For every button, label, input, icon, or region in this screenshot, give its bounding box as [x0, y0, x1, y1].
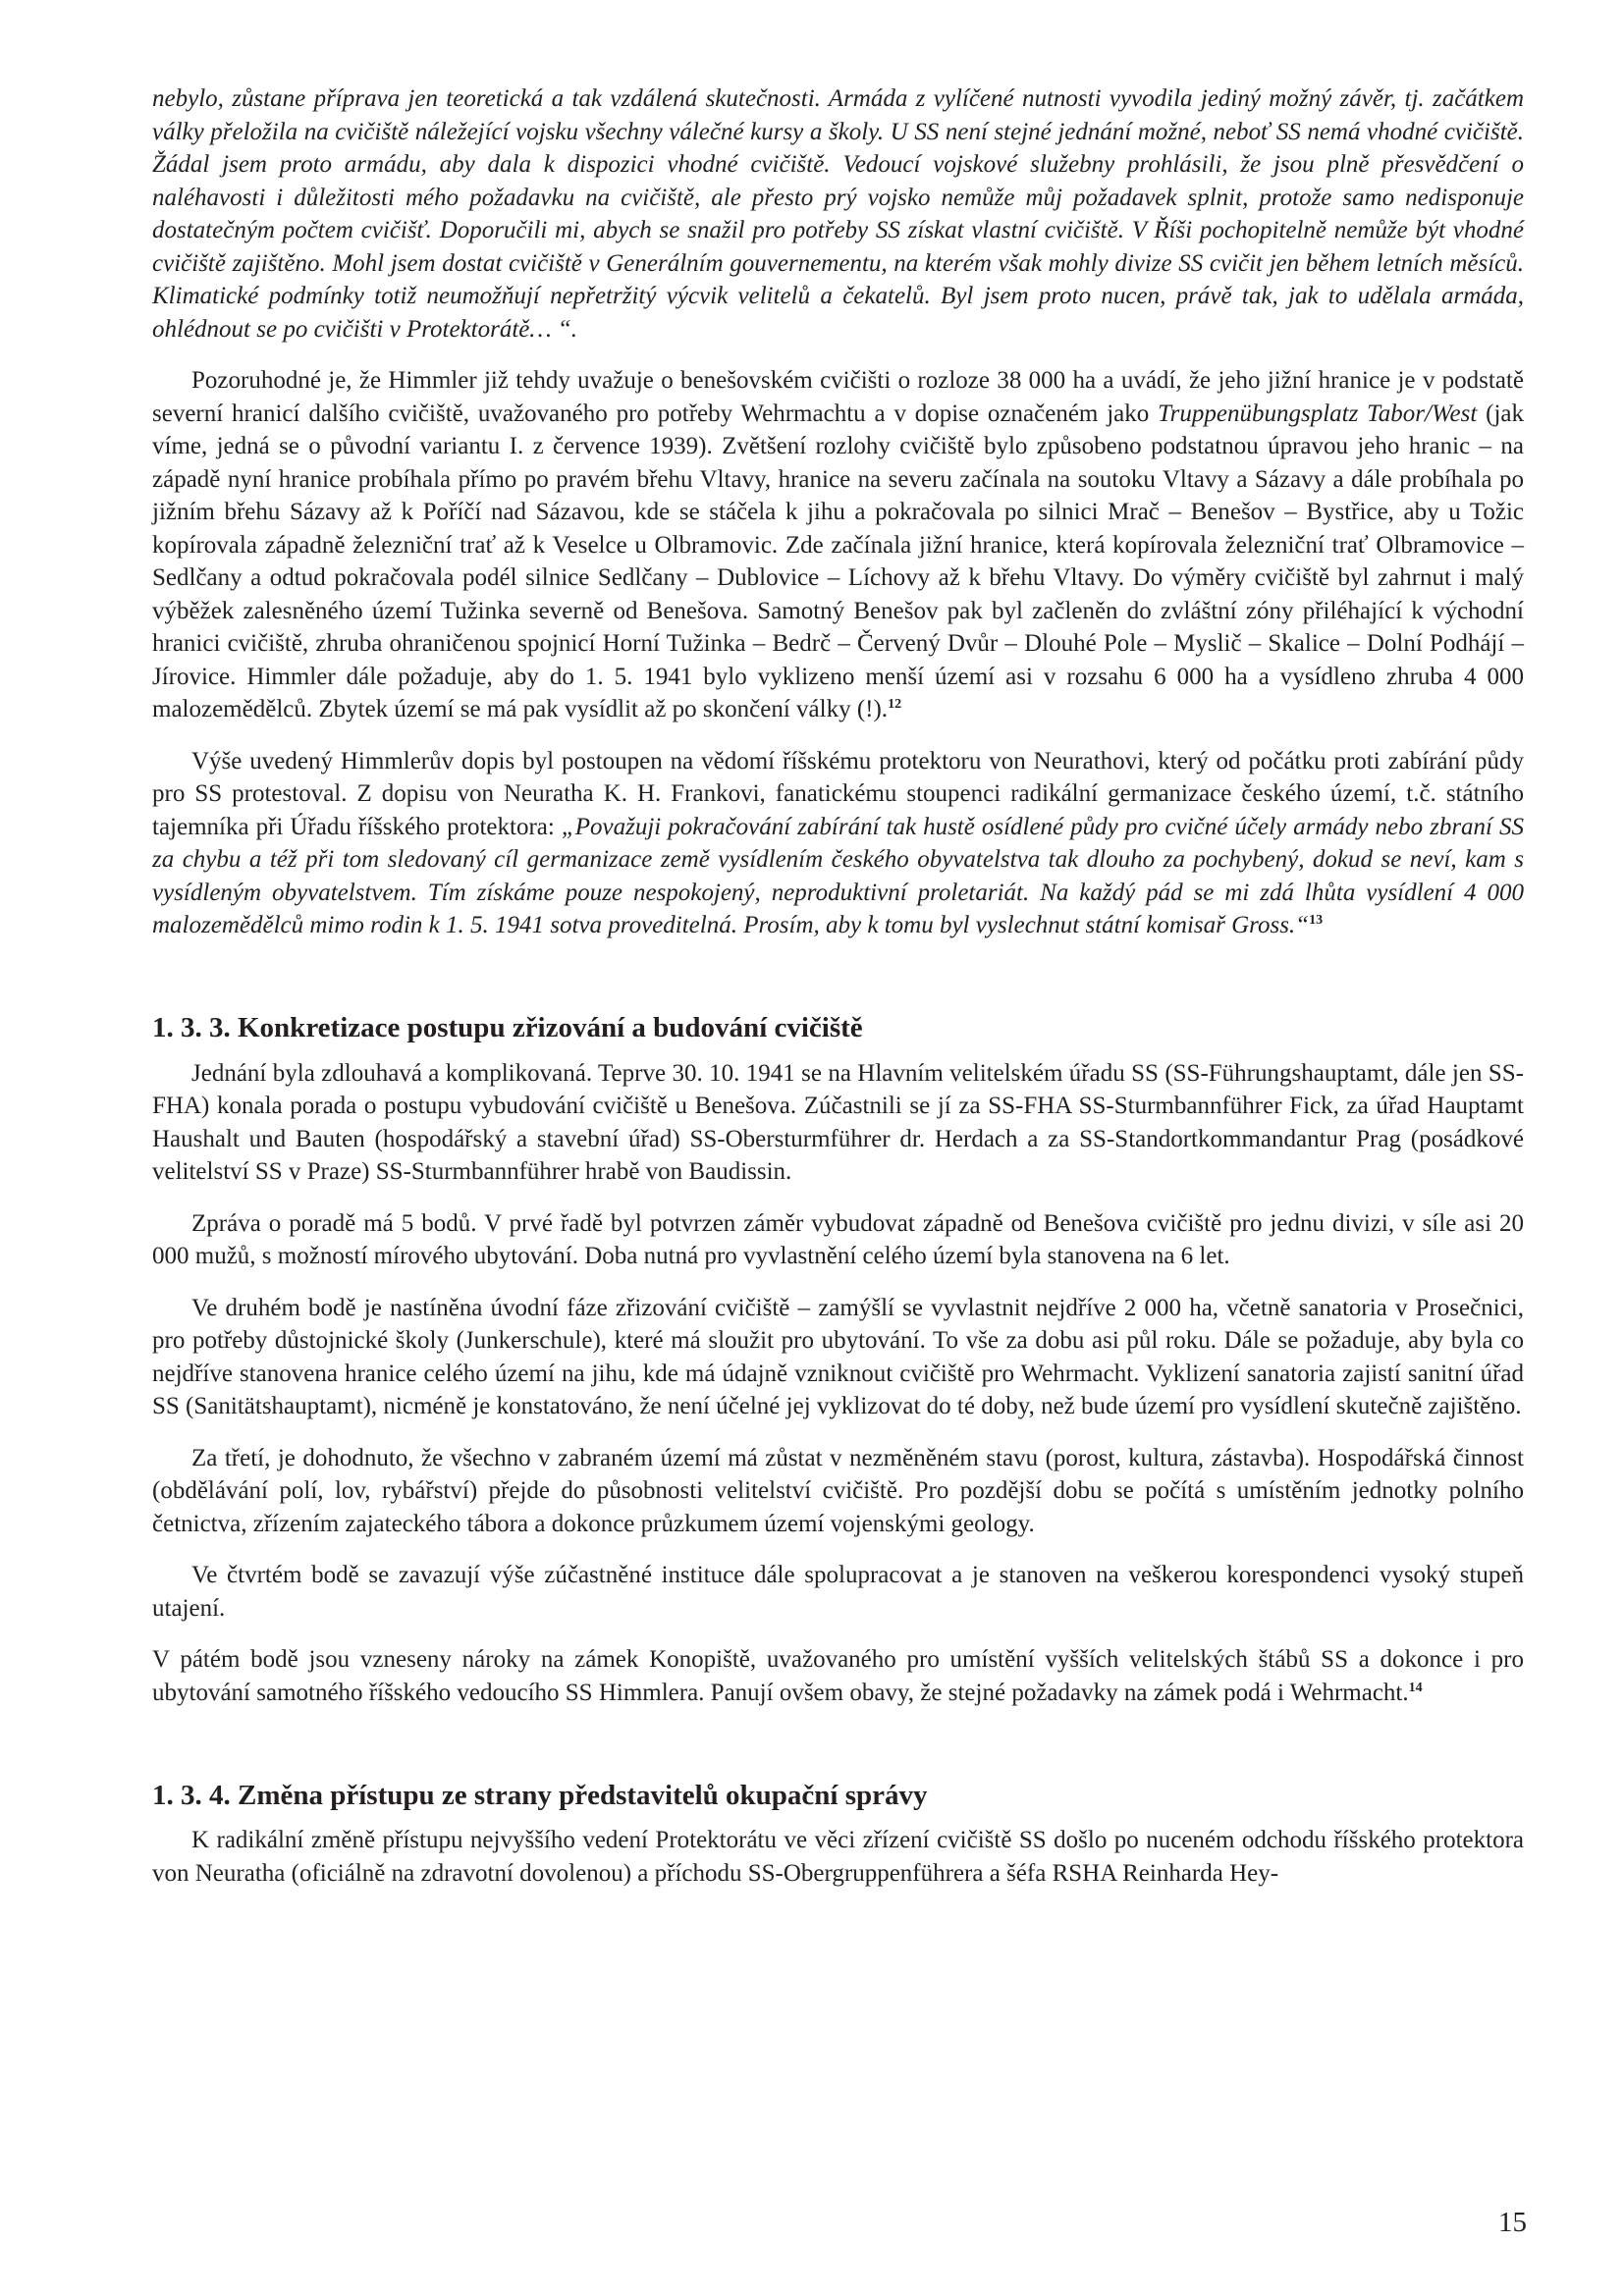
- quote-paragraph-himmler: nebylo, zůstane příprava jen teoretická a tak vzdálená skutečnosti. Armáda z vylíčené nutnosti vyvodila jediný možný závěr, tj. začátkem války přeložila na cvičiště náležející vojsku všechny válečné kursy a školy. U SS není stejné jednání možné, neboť SS nemá vhodné cvičiště. Žádal jsem proto armádu, aby dala k dispozici vhodné cvičiště. Vedoucí vojskové služebny prohlásili, že jsou plně přesvědčení o naléhavosti i důležitosti mého požadavku na cvičiště, ale přesto prý vojsko nemůže můj požadavek splnit, protože samo nedisponuje dostatečným počtem cvičišť. Doporučili mi, abych se snažil pro potřeby SS získat vlastní cvičiště. V Říši pochopitelně nemůže být vhodné cvičiště zajištěno. Mohl jsem dostat cvičiště v Generálním gouvernementu, na kterém však mohly divize SS cvičit jen během letních měsíců. Klimatické podmínky totiž neumožňují nepřetržitý výcvik velitelů a čekatelů. Byl jsem proto nucen, právě tak, jak to udělala armáda, ohlédnout se po cvičišti v Protektorátě… “.: [152, 85, 1524, 343]
- italic-term: Truppenübungsplatz Tabor/West: [1158, 400, 1478, 427]
- footnote-ref: 13: [1309, 913, 1324, 928]
- body-paragraph: Za třetí, je dohodnuto, že všechno v zabraném území má zůstat v nezměněném stavu (porost, kultura, zástavba). Hospodářská činnost (obdělávání polí, lov, rybářství) přejde do působnosti velitelství cvičiště. Pro pozdější dobu se počítá s umístěním jednotky polního četnictva, zřízením zajateckého tábora a dokonce průzkumem území vojenskými geology.: [152, 1444, 1524, 1537]
- body-paragraph: Jednání byla zdlouhavá a komplikovaná. Teprve 30. 10. 1941 se na Hlavním velitelském úřadu SS (SS-Führungshauptamt, dále jen SS-FHA) konala porada o postupu vybudování cvičiště u Benešova. Zúčastnili se jí za SS-FHA SS-Sturmbannführer Fick, za úřad Hauptamt Haushalt und Bauten (hospodářský a stavební úřad) SS-Obersturmführer dr. Herdach a za SS-Standortkommandantur Prag (posádkové velitelství SS v Praze) SS-Sturmbannführer hrabě von Baudissin.: [152, 1059, 1524, 1185]
- text-segment: V pátém bodě jsou vzneseny nároky na zámek Konopiště, uvažovaného pro umístění vyšších velitelských štábů SS a dokonce i pro ubytování samotného říšského vedoucího SS Himmlera. Panují ovšem obavy, že stejné požadavky na zámek podá i Wehrmacht.: [152, 1646, 1524, 1706]
- body-paragraph: [152, 1643, 1524, 1709]
- page-number: 15: [1498, 2207, 1527, 2238]
- document-page: [152, 82, 1524, 1890]
- text-segment: Výše uvedený Himmlerův dopis byl postoupen na vědomí říšskému protektoru von Neurathovi, který od počátku proti zabírání půdy pro SS protestoval. Z dopisu von Neuratha K. H. Frankovi, fanatickému stoupenci radikální germanizace českého území, t.č. státního tajemníka při Úřadu říšského protektora:: [152, 747, 1524, 840]
- quote-neurath: „Považuji pokračování zabírání tak hustě osídlené půdy pro cvičné účely armády nebo zbraní SS za chybu a též při tom sledovaný cíl germanizace země vysídlením českého obyvatelstva tak dlouho za pochybený, dokud se neví, kam s vysídleným obyvatelstvem. Tím získáme pouze nespokojený, neproduktivní proletariát. Na každý pád se mi zdá lhůta vysídlení 4 000 malozemědělců mimo rodin k 1. 5. 1941 sotva proveditelná. Prosím, aby k tomu byl vyslechnut státní komisař Gross.“: [152, 813, 1524, 938]
- text-segment: (jak víme, jedná se o původní variantu I. z července 1939). Zvětšení rozlohy cvičiště bylo způsobeno podstatnou úpravou jeho hranic – na západě nyní hranice probíhala přímo po pravém břehu Vltavy, hranice na severu začínala na soutoku Vltavy a Sázavy a dále probíhala po jižním břehu Sázavy až k Poříčí nad Sázavou, kde se stáčela k jihu a pokračovala po silnici Mrač – Benešov – Bystřice, aby u Tožic kopírovala západně železniční trať až k Veselce u Olbramovic. Zde začínala jižní hranice, která kopírovala železniční trať Olbramovice – Sedlčany a odtud pokračovala podél silnice Sedlčany – Dublovice – Líchovy až k břehu Vltavy. Do výměry cvičiště byl zahrnut i malý výběžek zalesněného území Tužinka severně od Benešova. Samotný Benešov pak byl začleněn do zvláštní zóny přiléhající k východní hranici cvičiště, zhruba ohraničenou spojnicí Horní Tužinka – Bedrč – Červený Dvůr – Dlouhé Pole – Myslič – Skalice – Dolní Podhájí – Jírovice. Himmler dále požaduje, aby do 1. 5. 1941 bylo vyklizeno menší území asi v rozsahu 6 000 ha a vysídleno zhruba 4 000 malozemědělců. Zbytek území se má pak vysídlit až po skončení války (!).: [152, 400, 1524, 722]
- body-paragraph: [152, 364, 1524, 726]
- body-paragraph: Zpráva o poradě má 5 bodů. V prvé řadě byl potvrzen záměr vybudovat západně od Benešova cvičiště pro jednu divizi, v síle asi 20 000 mužů, s možností mírového ubytování. Doba nutná pro vyvlastnění celého území byla stanovena na 6 let.: [152, 1209, 1524, 1269]
- body-paragraph: Ve čtvrtém bodě se zavazují výše zúčastněné instituce dále spolupracovat a je stanoven na veškerou korespondenci vysoký stupeň utajení.: [152, 1562, 1524, 1622]
- body-paragraph: Ve druhém bodě je nastíněna úvodní fáze zřizování cvičiště – zamýšlí se vyvlastnit nejdříve 2 000 ha, včetně sanatoria v Prosečnici, pro potřeby důstojnické školy (Junkerschule), které má sloužit pro ubytování. To vše za dobu asi půl roku. Dále se požaduje, aby byla co nejdříve stanovena hranice celého území na jihu, kde má údajně vzniknout cvičiště pro Wehrmacht. Vyklizení sanatoria zajistí sanitní úřad SS (Sanitätshauptamt), nicméně je konstatováno, že není účelné jej vyklizovat do té doby, než bude území pro vysídlení skutečně zajištěno.: [152, 1294, 1524, 1419]
- body-paragraph: K radikální změně přístupu nejvyššího vedení Protektorátu ve věci zřízení cvičiště SS došlo po nuceném odchodu říšského protektora von Neuratha (oficiálně na zdravotní dovolenou) a příchodu SS-Obergruppenführera a šéfa RSHA Reinharda Hey-: [152, 1827, 1524, 1887]
- body-paragraph: [152, 745, 1524, 942]
- text-segment: Pozoruhodné je, že Himmler již tehdy uvažuje o benešovském cvičišti o rozloze 38 000 ha a uvádí, že jeho jižní hranice je v podstatě severní hranicí dalšího cvičiště, uvažovaného pro potřeby Wehrmachtu a v dopise označeném jako: [152, 367, 1524, 427]
- footnote-ref: 14: [1408, 1680, 1423, 1695]
- section-heading: 1. 3. 3. Konkretizace postupu zřizování a budování cvičiště: [152, 1011, 863, 1043]
- section-heading: 1. 3. 4. Změna přístupu ze strany představitelů okupační správy: [152, 1780, 928, 1811]
- footnote-ref: 12: [888, 697, 902, 712]
